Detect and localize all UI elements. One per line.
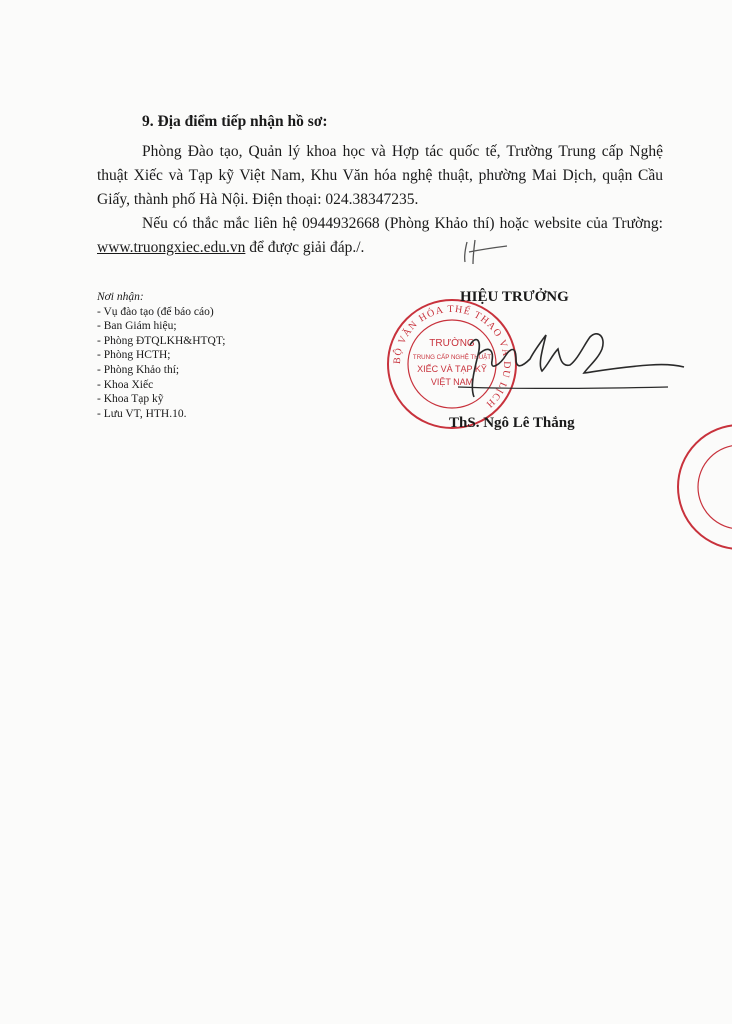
- recipient-item: - Lưu VT, HTH.10.: [97, 407, 187, 420]
- partial-stamp: [668, 422, 732, 552]
- recipient-item: - Phòng HCTH;: [97, 349, 171, 362]
- recipient-item: - Khoa Tạp kỹ: [97, 393, 164, 406]
- recipient-item: - Phòng Khảo thí;: [97, 363, 180, 376]
- section-heading: 9. Địa điểm tiếp nhận hồ sơ:: [142, 113, 328, 130]
- recipients-list: [97, 305, 225, 422]
- recipient-item: - Khoa Xiếc: [97, 378, 154, 391]
- stamp-line: TRUNG CẤP NGHỆ THUẬT: [412, 354, 492, 361]
- contact-text: Nếu có thắc mắc liên hệ 0944932668 (Phòng Khảo thí) hoặc website của Trường:: [142, 215, 663, 232]
- recipients-title: Nơi nhận:: [97, 291, 144, 303]
- signatory-name: ThS. Ngô Lê Thắng: [449, 415, 575, 431]
- stamp-ring-text: BỘ VĂN HÓA THỂ THAO VÀ DU LỊCH: [391, 303, 513, 411]
- contact-paragraph: [97, 212, 663, 260]
- stamp-line: XIẾC VÀ TẠP KỸ: [417, 364, 487, 374]
- recipients-block: [97, 290, 225, 421]
- recipient-item: - Ban Giám hiệu;: [97, 320, 177, 333]
- signatory-title: HIỆU TRƯỞNG: [460, 289, 569, 305]
- recipient-item: - Vụ đào tạo (để báo cáo): [97, 305, 214, 318]
- closing-text: để được giải đáp./.: [245, 239, 365, 256]
- handwritten-mark: [455, 234, 511, 268]
- address-paragraph: Phòng Đào tạo, Quản lý khoa học và Hợp tác quốc tế, Trường Trung cấp Nghệ thuật Xiếc và Tạp kỹ Việt Nam, Khu Văn hóa nghệ thuật, phường Mai Dịch, quận Cầu Giấy, thành phố Hà Nội. Điện thoại: 024.38347235.: [97, 143, 663, 208]
- website-link[interactable]: www.truongxiec.edu.vn: [97, 239, 246, 256]
- stamp-line: VIỆT NAM: [430, 377, 474, 387]
- stamp-line: TRƯỜNG: [429, 338, 475, 349]
- recipient-item: - Phòng ĐTQLKH&HTQT;: [97, 334, 226, 347]
- handwritten-signature: [430, 315, 690, 405]
